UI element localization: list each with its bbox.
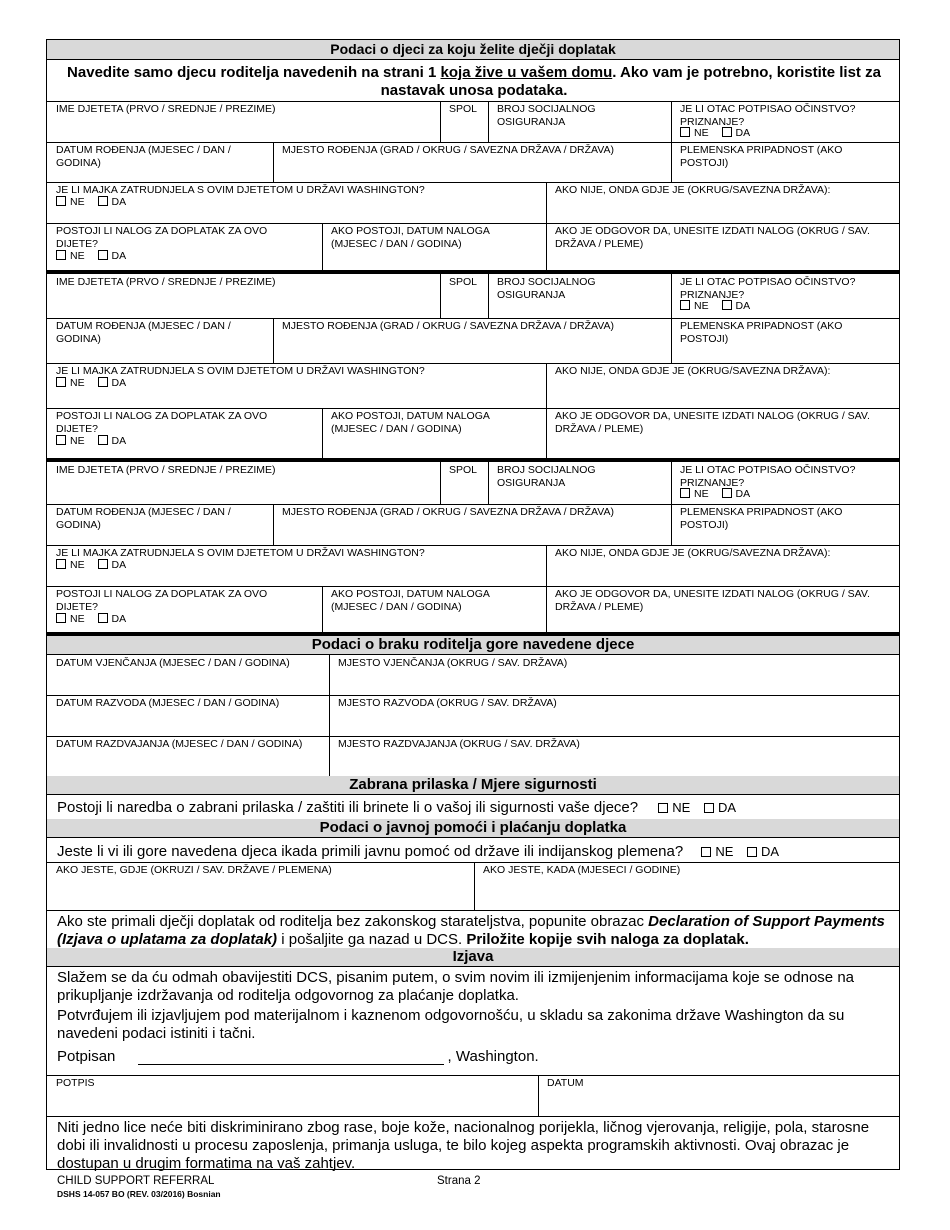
assistance-yes-checkbox[interactable]	[747, 847, 757, 857]
statement-section-header: Izjava	[47, 948, 899, 967]
support-order-yes-checkbox[interactable]	[98, 613, 108, 623]
children-instructions: Navedite samo djecu roditelja navedenih na strani 1 koja žive u vašem domu. Ako vam je potrebno, koristite list za nastavak unosa podataka.	[67, 64, 881, 99]
child-dob-field[interactable]: DATUM ROĐENJA (MJESEC / DAN / GODINA)	[56, 506, 231, 531]
form-id: DSHS 14-057 BO (REV. 03/2016) Bosnian	[57, 1189, 221, 1199]
divorce-date-field[interactable]: DATUM RAZVODA (MJESEC / DAN / GODINA)	[56, 697, 280, 709]
paternity-no-checkbox[interactable]	[680, 488, 690, 498]
assistance-section-header: Podaci o javnoj pomoći i plaćanju doplatka	[47, 819, 899, 838]
support-order-checkboxes: NE DA	[47, 435, 126, 448]
assistance-when-field[interactable]: AKO JESTE, KADA (MJESECI / GODINE)	[483, 864, 681, 876]
child-birthplace-field[interactable]: MJESTO ROĐENJA (GRAD / OKRUG / SAVEZNA DRŽAVA / DRŽAVA)	[282, 506, 614, 518]
assistance-question: Jeste li vi ili gore navedena djeca ikada primili javnu pomoć od države ili indijanskog plemena? NE DA	[57, 843, 780, 860]
tribal-affiliation-field[interactable]: PLEMENSKA PRIPADNOST (AKO POSTOJI)	[680, 506, 843, 531]
conceived-yes-checkbox[interactable]	[98, 559, 108, 569]
child-birthplace-field[interactable]: MJESTO ROĐENJA (GRAD / OKRUG / SAVEZNA DRŽAVA / DRŽAVA)	[282, 320, 614, 332]
order-issued-field[interactable]: AKO JE ODGOVOR DA, UNESITE IZDATI NALOG (OKRUG / SAV. DRŽAVA / PLEME)	[555, 225, 870, 250]
restraining-no-checkbox[interactable]	[658, 803, 668, 813]
conceived-no-checkbox[interactable]	[56, 559, 66, 569]
conceived-where-field[interactable]: AKO NIJE, ONDA GDJE JE (OKRUG/SAVEZNA DRŽAVA):	[555, 184, 831, 196]
child-block-2	[47, 274, 899, 458]
child-name-field[interactable]: IME DJETETA (PRVO / SREDNJE / PREZIME)	[56, 276, 276, 288]
conceived-where-field[interactable]: AKO NIJE, ONDA GDJE JE (OKRUG/SAVEZNA DRŽAVA):	[555, 365, 831, 377]
support-payments-note: Ako ste primali dječji doplatak od roditelja bez zakonskog starateljstva, popunite obrazac Declaration of Support Payments (Izjava o uplatama za doplatak) i pošaljite ga nazad u DCS. Priložite kopije svih naloga za doplatak.	[57, 913, 885, 948]
child-support-form	[46, 39, 900, 1170]
child-name-field[interactable]: IME DJETETA (PRVO / SREDNJE / PREZIME)	[56, 103, 276, 115]
child-sex-field[interactable]: SPOL	[449, 464, 478, 476]
assistance-no-checkbox[interactable]	[701, 847, 711, 857]
restraining-yes-checkbox[interactable]	[704, 803, 714, 813]
nondiscrimination-notice: Niti jedno lice neće biti diskriminirano zbog rase, boje kože, nacionalnog porijekla, ličnog vjerovanja, religije, pola, starosne dobi ili invalidnosti u procesu zaposlenja, primanja usluga, te bilo kojeg aspekta programskih aktivnosti. Ovaj obrazac je dostupan u drugim formatima na vaš zahtjev.	[57, 1119, 870, 1172]
support-order-yes-checkbox[interactable]	[98, 435, 108, 445]
paternity-checkboxes: NE DA	[671, 488, 750, 501]
restraining-section-header: Zabrana prilaska / Mjere sigurnosti	[47, 776, 899, 795]
paternity-checkboxes: NE DA	[671, 127, 750, 140]
paternity-yes-checkbox[interactable]	[722, 300, 732, 310]
support-order-checkboxes: NE DA	[47, 613, 126, 626]
conceived-checkboxes: NE DA	[47, 196, 126, 209]
statement-paragraph-2: Potvrđujem ili izjavljujem pod materijalnom i kaznenom odgovornošću, u skladu sa zakonima države Washington da su navedeni podaci istiniti i tačni.	[57, 1007, 845, 1042]
statement-paragraph-1: Slažem se da ću odmah obavijestiti DCS, pisanim putem, o svim novim ili izmijenjenim informacijama koje se odnose na prikupljanje izdržavanja od roditelja odgovornog za plaćanje doplatka.	[57, 969, 854, 1004]
child-sex-field[interactable]: SPOL	[449, 276, 478, 288]
order-issued-field[interactable]: AKO JE ODGOVOR DA, UNESITE IZDATI NALOG (OKRUG / SAV. DRŽAVA / PLEME)	[555, 410, 870, 435]
separation-date-field[interactable]: DATUM RAZDVAJANJA (MJESEC / DAN / GODINA)	[56, 738, 303, 750]
assistance-where-field[interactable]: AKO JESTE, GDJE (OKRUZI / SAV. DRŽAVE / PLEMENA)	[56, 864, 332, 876]
marriage-block	[47, 655, 899, 776]
paternity-field: JE LI OTAC POTPISAO OČINSTVO? PRIZNANJE?	[680, 103, 856, 128]
child-dob-field[interactable]: DATUM ROĐENJA (MJESEC / DAN / GODINA)	[56, 320, 231, 345]
paternity-field: JE LI OTAC POTPISAO OČINSTVO? PRIZNANJE?	[680, 276, 856, 301]
paternity-no-checkbox[interactable]	[680, 300, 690, 310]
support-order-checkboxes: NE DA	[47, 250, 126, 263]
signature-date-field[interactable]: DATUM	[547, 1077, 584, 1089]
conceived-checkboxes: NE DA	[47, 377, 126, 390]
support-order-no-checkbox[interactable]	[56, 435, 66, 445]
conceived-yes-checkbox[interactable]	[98, 377, 108, 387]
order-date-field[interactable]: AKO POSTOJI, DATUM NALOGA (MJESEC / DAN / GODINA)	[331, 588, 490, 613]
child-block-1	[47, 101, 899, 271]
tribal-affiliation-field[interactable]: PLEMENSKA PRIPADNOST (AKO POSTOJI)	[680, 144, 843, 169]
support-order-yes-checkbox[interactable]	[98, 250, 108, 260]
divorce-place-field[interactable]: MJESTO RAZVODA (OKRUG / SAV. DRŽAVA)	[338, 697, 557, 709]
form-name: CHILD SUPPORT REFERRAL	[57, 1175, 215, 1187]
support-order-no-checkbox[interactable]	[56, 250, 66, 260]
conceived-no-checkbox[interactable]	[56, 196, 66, 206]
conceived-in-washington-field: JE LI MAJKA ZATRUDNJELA S OVIM DJETETOM U DRŽAVI WASHINGTON?	[56, 184, 425, 196]
conceived-in-washington-field: JE LI MAJKA ZATRUDNJELA S OVIM DJETETOM U DRŽAVI WASHINGTON?	[56, 547, 425, 559]
support-order-no-checkbox[interactable]	[56, 613, 66, 623]
child-birthplace-field[interactable]: MJESTO ROĐENJA (GRAD / OKRUG / SAVEZNA DRŽAVA / DRŽAVA)	[282, 144, 614, 156]
separation-place-field[interactable]: MJESTO RAZDVAJANJA (OKRUG / SAV. DRŽAVA)	[338, 738, 580, 750]
conceived-in-washington-field: JE LI MAJKA ZATRUDNJELA S OVIM DJETETOM U DRŽAVI WASHINGTON?	[56, 365, 425, 377]
conceived-where-field[interactable]: AKO NIJE, ONDA GDJE JE (OKRUG/SAVEZNA DRŽAVA):	[555, 547, 831, 559]
child-sex-field[interactable]: SPOL	[449, 103, 478, 115]
paternity-yes-checkbox[interactable]	[722, 488, 732, 498]
tribal-affiliation-field[interactable]: PLEMENSKA PRIPADNOST (AKO POSTOJI)	[680, 320, 843, 345]
page-number: Strana 2	[437, 1175, 481, 1187]
child-ssn-field[interactable]: BROJ SOCIJALNOG OSIGURANJA	[497, 276, 596, 301]
marriage-section-header: Podaci o braku roditelja gore navedene djece	[47, 636, 899, 655]
child-name-field[interactable]: IME DJETETA (PRVO / SREDNJE / PREZIME)	[56, 464, 276, 476]
restraining-question: Postoji li naredba o zabrani prilaska / zaštiti ili brinete li o vašoj ili sigurnosti vaše djece? NE DA	[57, 799, 737, 816]
paternity-checkboxes: NE DA	[671, 300, 750, 313]
children-section-header: Podaci o djeci za koju želite dječji doplatak	[47, 40, 899, 60]
support-order-exists-field: POSTOJI LI NALOG ZA DOPLATAK ZA OVO DIJETE?	[56, 588, 268, 613]
child-block-3	[47, 462, 899, 633]
order-issued-field[interactable]: AKO JE ODGOVOR DA, UNESITE IZDATI NALOG (OKRUG / SAV. DRŽAVA / PLEME)	[555, 588, 870, 613]
conceived-no-checkbox[interactable]	[56, 377, 66, 387]
signed-location-input[interactable]	[138, 1050, 444, 1065]
paternity-no-checkbox[interactable]	[680, 127, 690, 137]
paternity-field: JE LI OTAC POTPISAO OČINSTVO? PRIZNANJE?	[680, 464, 856, 489]
child-dob-field[interactable]: DATUM ROĐENJA (MJESEC / DAN / GODINA)	[56, 144, 231, 169]
signed-at-line: Potpisan , Washington.	[57, 1048, 539, 1065]
child-ssn-field[interactable]: BROJ SOCIJALNOG OSIGURANJA	[497, 464, 596, 489]
order-date-field[interactable]: AKO POSTOJI, DATUM NALOGA (MJESEC / DAN / GODINA)	[331, 410, 490, 435]
order-date-field[interactable]: AKO POSTOJI, DATUM NALOGA (MJESEC / DAN / GODINA)	[331, 225, 490, 250]
paternity-yes-checkbox[interactable]	[722, 127, 732, 137]
conceived-yes-checkbox[interactable]	[98, 196, 108, 206]
support-order-exists-field: POSTOJI LI NALOG ZA DOPLATAK ZA OVO DIJETE?	[56, 225, 268, 250]
support-order-exists-field: POSTOJI LI NALOG ZA DOPLATAK ZA OVO DIJETE?	[56, 410, 268, 435]
signature-field[interactable]: POTPIS	[56, 1077, 95, 1089]
child-ssn-field[interactable]: BROJ SOCIJALNOG OSIGURANJA	[497, 103, 596, 128]
wedding-place-field[interactable]: MJESTO VJENČANJA (OKRUG / SAV. DRŽAVA)	[338, 657, 568, 669]
wedding-date-field[interactable]: DATUM VJENČANJA (MJESEC / DAN / GODINA)	[56, 657, 290, 669]
conceived-checkboxes: NE DA	[47, 559, 126, 572]
